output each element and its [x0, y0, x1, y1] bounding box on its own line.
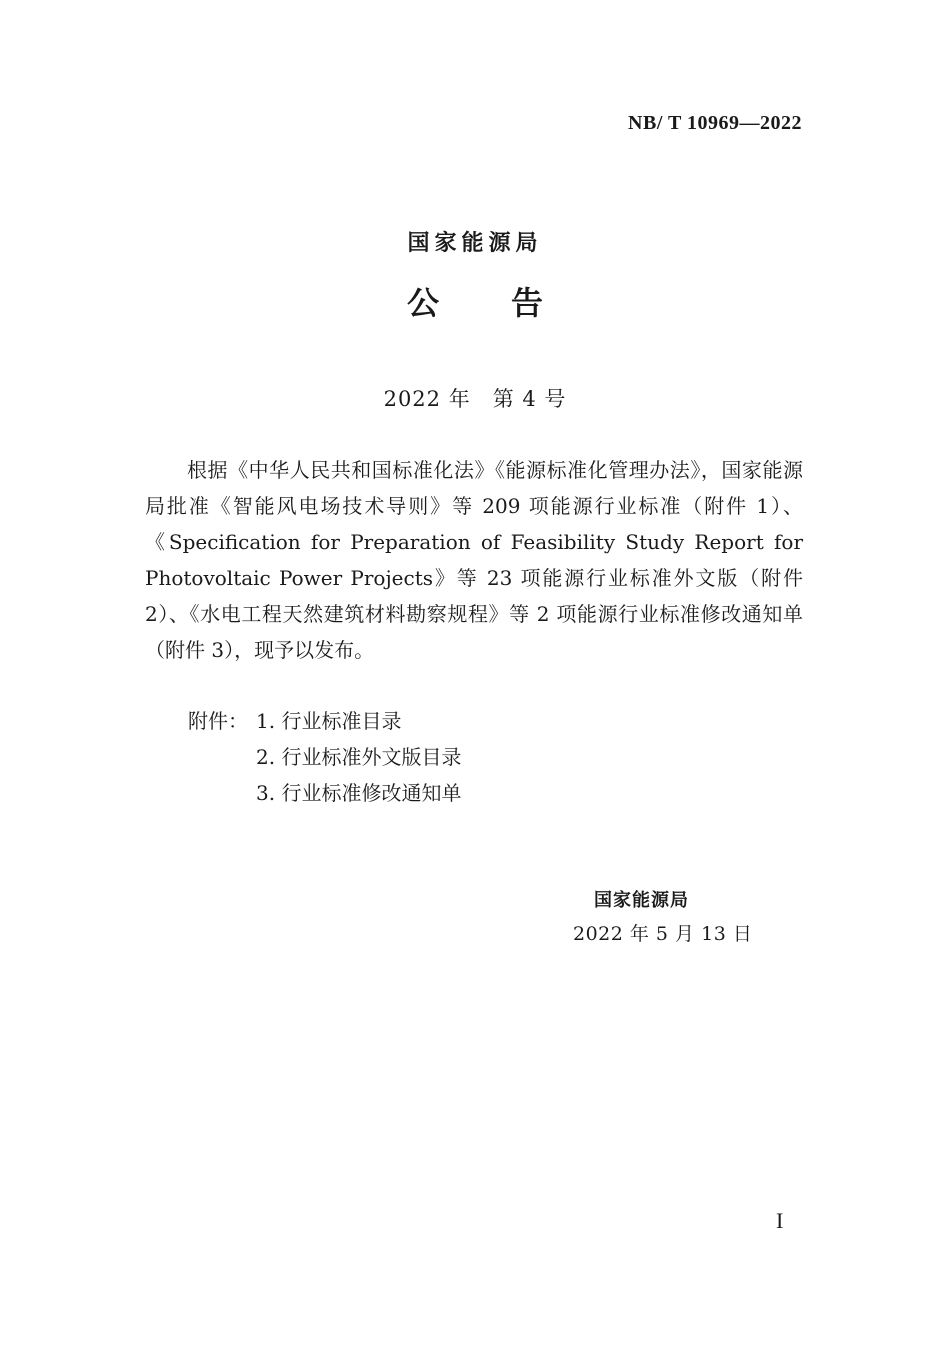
attachment-row — [188, 703, 461, 739]
announcement-body — [145, 452, 803, 668]
announcement-paragraph: 根据《中华人民共和国标准化法》《能源标准化管理办法》，国家能源局批准《智能风电场技术导则》等 209 项能源行业标准（附件 1）、《Specification for Preparation of Feasibility Study Report for Photovoltaic Power Projects》等 23 项能源行业标准外文版（附件 2）、《水电工程天然建筑材料勘察规程》等 2 项能源行业标准修改通知单（附件 3），现予以发布。 — [145, 458, 803, 662]
notice-title: 公告 — [406, 284, 615, 322]
attachment-item-2: 2. 行业标准外文版目录 — [256, 745, 462, 769]
issue-number: 2022 年 第 4 号 — [383, 387, 567, 411]
attachment-row — [188, 775, 461, 811]
issuing-agency-title: 国家能源局 — [407, 231, 543, 256]
signing-date: 2022 年 5 月 13 日 — [573, 923, 753, 945]
attachment-label: 附件： — [188, 709, 248, 733]
attachment-item-1: 1. 行业标准目录 — [256, 709, 402, 733]
attachment-item-3: 3. 行业标准修改通知单 — [256, 781, 462, 805]
signing-agency: 国家能源局 — [594, 890, 689, 911]
standard-code: NB/ T 10969—2022 — [628, 112, 802, 134]
attachment-list — [188, 703, 461, 811]
attachment-row — [188, 739, 461, 775]
page-number: I — [776, 1208, 784, 1233]
